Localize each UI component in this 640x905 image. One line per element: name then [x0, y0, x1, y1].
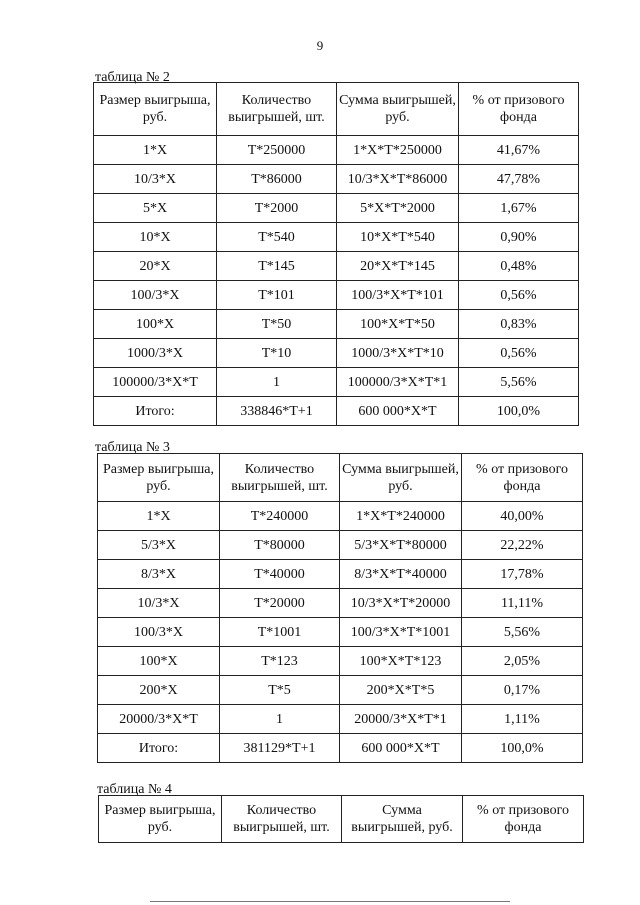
- win-sum-cell: 1000/3*Х*Т*10: [337, 339, 459, 368]
- win-sum-cell: 20*Х*Т*145: [337, 252, 459, 281]
- win-size-cell: 10/3*Х: [94, 165, 217, 194]
- column-header: % от призового фонда: [463, 796, 584, 843]
- win-sum-cell: 200*Х*Т*5: [340, 676, 462, 705]
- win-size-cell: 1*Х: [98, 502, 220, 531]
- table-row: [94, 252, 579, 281]
- column-header: Размер выигрыша, руб.: [99, 796, 222, 843]
- column-header: % от призового фонда: [459, 83, 579, 136]
- win-sum-cell: 600 000*Х*Т: [337, 397, 459, 426]
- table-row: [94, 136, 579, 165]
- win-size-cell: 100*Х: [98, 647, 220, 676]
- win-count-cell: Т*2000: [217, 194, 337, 223]
- win-sum-cell: 600 000*Х*Т: [340, 734, 462, 763]
- win-size-cell: 5*Х: [94, 194, 217, 223]
- table-row: [98, 676, 583, 705]
- total-row: [98, 734, 583, 763]
- header-row: [99, 796, 584, 843]
- win-count-cell: Т*5: [220, 676, 340, 705]
- win-count-cell: 1: [217, 368, 337, 397]
- fund-percent-cell: 11,11%: [462, 589, 583, 618]
- column-header: Размер выигрыша, руб.: [94, 83, 217, 136]
- total-row: [94, 397, 579, 426]
- fund-percent-cell: 1,11%: [462, 705, 583, 734]
- prize-table-2: [93, 82, 579, 426]
- header-row: [98, 454, 583, 502]
- win-sum-cell: 1*Х*Т*240000: [340, 502, 462, 531]
- fund-percent-cell: 5,56%: [462, 618, 583, 647]
- prize-table-4: [98, 795, 584, 843]
- prize-table-3: [97, 453, 583, 763]
- table-4-caption: таблица № 4: [97, 782, 172, 797]
- table-row: [98, 647, 583, 676]
- table-3-caption: таблица № 3: [95, 440, 170, 455]
- win-count-cell: 381129*Т+1: [220, 734, 340, 763]
- win-size-cell: 10*Х: [94, 223, 217, 252]
- win-count-cell: Т*145: [217, 252, 337, 281]
- table-row: [94, 310, 579, 339]
- table-row: [94, 339, 579, 368]
- fund-percent-cell: 2,05%: [462, 647, 583, 676]
- fund-percent-cell: 22,22%: [462, 531, 583, 560]
- table-row: [98, 705, 583, 734]
- win-sum-cell: 5/3*Х*Т*80000: [340, 531, 462, 560]
- table-row: [94, 165, 579, 194]
- column-header: Сумма выигрышей, руб.: [340, 454, 462, 502]
- header-row: [94, 83, 579, 136]
- column-header: Сумма выигрышей, руб.: [342, 796, 463, 843]
- win-count-cell: Т*80000: [220, 531, 340, 560]
- table-row: [98, 502, 583, 531]
- win-size-cell: 200*Х: [98, 676, 220, 705]
- win-sum-cell: 8/3*Х*Т*40000: [340, 560, 462, 589]
- win-size-cell: 100/3*Х: [94, 281, 217, 310]
- win-count-cell: 1: [220, 705, 340, 734]
- win-size-cell: 1000/3*Х: [94, 339, 217, 368]
- fund-percent-cell: 0,83%: [459, 310, 579, 339]
- win-sum-cell: 10/3*Х*Т*20000: [340, 589, 462, 618]
- win-sum-cell: 100/3*Х*Т*1001: [340, 618, 462, 647]
- column-header: Количество выигрышей, шт.: [220, 454, 340, 502]
- win-size-cell: 1*Х: [94, 136, 217, 165]
- win-count-cell: Т*123: [220, 647, 340, 676]
- page-number: 9: [316, 38, 324, 53]
- win-sum-cell: 10*Х*Т*540: [337, 223, 459, 252]
- win-count-cell: Т*86000: [217, 165, 337, 194]
- win-count-cell: Т*240000: [220, 502, 340, 531]
- table-row: [98, 589, 583, 618]
- win-sum-cell: 100*Х*Т*123: [340, 647, 462, 676]
- win-count-cell: Т*1001: [220, 618, 340, 647]
- fund-percent-cell: 17,78%: [462, 560, 583, 589]
- fund-percent-cell: 100,0%: [459, 397, 579, 426]
- win-count-cell: Т*10: [217, 339, 337, 368]
- win-size-cell: 100*Х: [94, 310, 217, 339]
- win-sum-cell: 100/3*Х*Т*101: [337, 281, 459, 310]
- column-header: Количество выигрышей, шт.: [222, 796, 342, 843]
- table-row: [94, 223, 579, 252]
- table-row: [98, 531, 583, 560]
- win-sum-cell: 10/3*Х*Т*86000: [337, 165, 459, 194]
- win-size-cell: 20000/3*Х*Т: [98, 705, 220, 734]
- win-size-cell: Итого:: [94, 397, 217, 426]
- win-sum-cell: 100000/3*Х*Т*1: [337, 368, 459, 397]
- fund-percent-cell: 100,0%: [462, 734, 583, 763]
- table-row: [94, 281, 579, 310]
- fund-percent-cell: 41,67%: [459, 136, 579, 165]
- table-2-caption: таблица № 2: [95, 70, 170, 85]
- bottom-edge-line: [150, 901, 510, 902]
- table-row: [94, 368, 579, 397]
- column-header: % от призового фонда: [462, 454, 583, 502]
- table-row: [98, 560, 583, 589]
- win-count-cell: Т*101: [217, 281, 337, 310]
- win-count-cell: Т*540: [217, 223, 337, 252]
- win-size-cell: 5/3*Х: [98, 531, 220, 560]
- win-count-cell: Т*20000: [220, 589, 340, 618]
- win-sum-cell: 1*Х*Т*250000: [337, 136, 459, 165]
- fund-percent-cell: 47,78%: [459, 165, 579, 194]
- fund-percent-cell: 0,17%: [462, 676, 583, 705]
- fund-percent-cell: 1,67%: [459, 194, 579, 223]
- fund-percent-cell: 0,56%: [459, 339, 579, 368]
- fund-percent-cell: 0,56%: [459, 281, 579, 310]
- win-count-cell: Т*50: [217, 310, 337, 339]
- win-size-cell: 100000/3*Х*Т: [94, 368, 217, 397]
- fund-percent-cell: 40,00%: [462, 502, 583, 531]
- win-size-cell: 10/3*Х: [98, 589, 220, 618]
- win-size-cell: 8/3*Х: [98, 560, 220, 589]
- column-header: Сумма выигрышей, руб.: [337, 83, 459, 136]
- table-row: [98, 618, 583, 647]
- win-size-cell: 100/3*Х: [98, 618, 220, 647]
- win-count-cell: Т*250000: [217, 136, 337, 165]
- fund-percent-cell: 5,56%: [459, 368, 579, 397]
- column-header: Размер выигрыша, руб.: [98, 454, 220, 502]
- table-row: [94, 194, 579, 223]
- win-count-cell: 338846*Т+1: [217, 397, 337, 426]
- win-size-cell: Итого:: [98, 734, 220, 763]
- column-header: Количество выигрышей, шт.: [217, 83, 337, 136]
- win-size-cell: 20*Х: [94, 252, 217, 281]
- win-sum-cell: 100*Х*Т*50: [337, 310, 459, 339]
- fund-percent-cell: 0,90%: [459, 223, 579, 252]
- fund-percent-cell: 0,48%: [459, 252, 579, 281]
- win-count-cell: Т*40000: [220, 560, 340, 589]
- win-sum-cell: 5*Х*Т*2000: [337, 194, 459, 223]
- win-sum-cell: 20000/3*Х*Т*1: [340, 705, 462, 734]
